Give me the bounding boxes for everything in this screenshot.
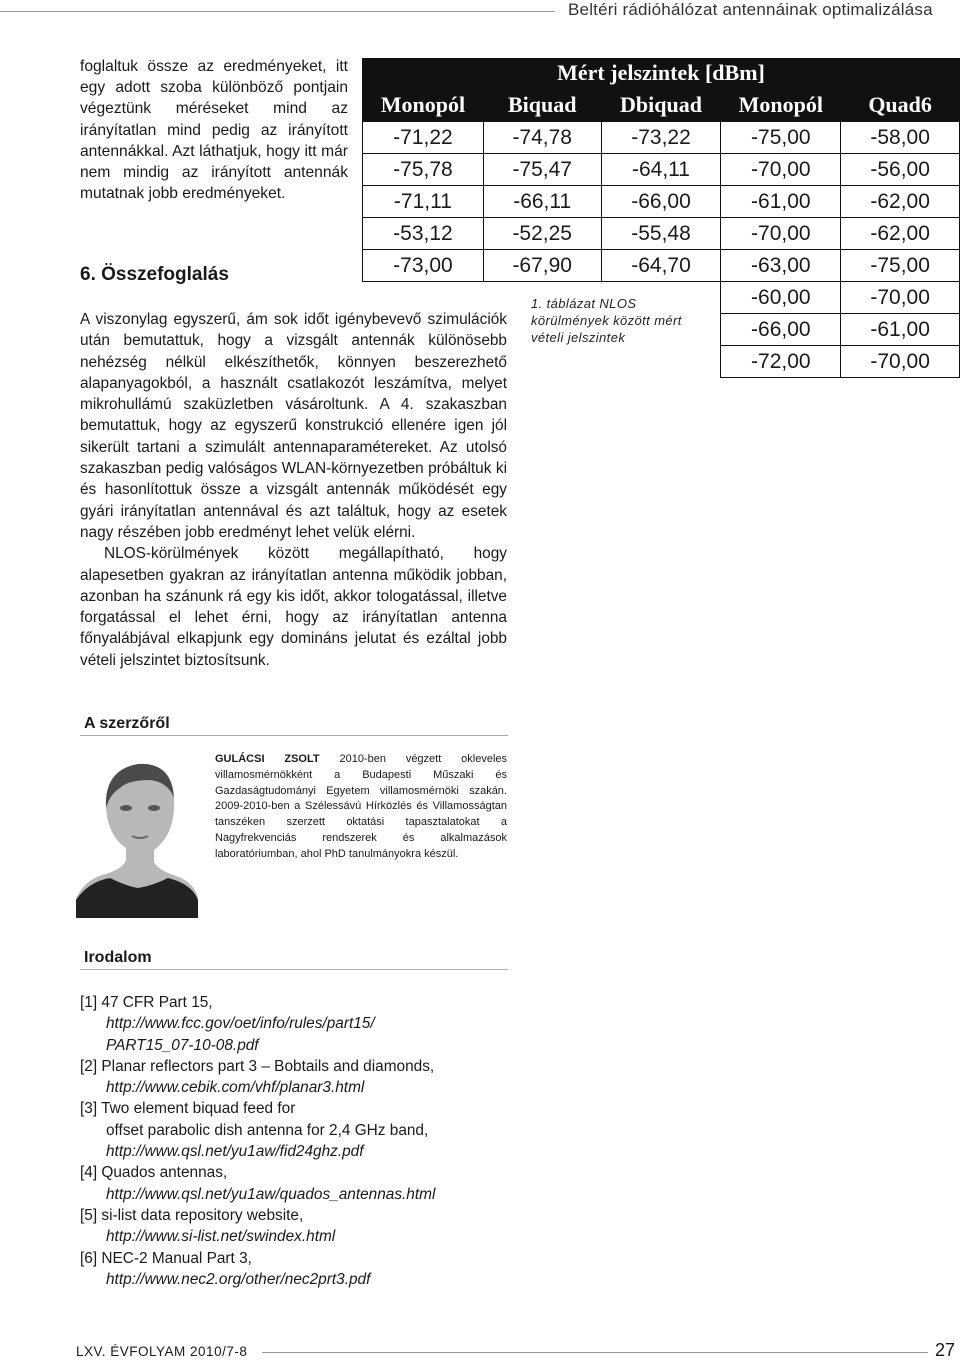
table-column-header: Monopól: [721, 89, 841, 122]
table-cell: -62,00: [841, 218, 960, 250]
table-cell: -66,11: [483, 186, 601, 218]
table-cell: -75,00: [721, 122, 841, 154]
table-row: [363, 186, 960, 218]
reference-label: [2] Planar reflectors part 3 – Bobtails and diamonds,: [80, 1057, 435, 1075]
table-row: [363, 154, 960, 186]
table-row: [363, 346, 960, 378]
reference-label: [6] NEC-2 Manual Part 3,: [80, 1249, 252, 1267]
table-cell: -58,00: [841, 122, 960, 154]
table-empty-cell: [363, 346, 484, 378]
author-name: GULÁCSI ZSOLT: [215, 753, 320, 765]
table-caption: 1. táblázat NLOS körülmények között mért vételi jelszintek: [531, 296, 682, 345]
running-header-title: Beltéri rádióhálózat antennáinak optimalizálása: [568, 0, 933, 19]
table-cell: -70,00: [721, 154, 841, 186]
table-empty-cell: [601, 346, 721, 378]
reference-link[interactable]: http://www.qsl.net/yu1aw/fid24ghz.pdf: [106, 1143, 364, 1161]
table-cell: -64,11: [601, 154, 721, 186]
table-cell: -71,11: [363, 186, 484, 218]
table-cell: -53,12: [363, 218, 484, 250]
footer-volume: LXV. ÉVFOLYAM 2010/7-8: [76, 1344, 248, 1359]
table-cell: -74,78: [483, 122, 601, 154]
table-empty-cell: [483, 346, 601, 378]
table-cell: -70,00: [841, 346, 960, 378]
table-cell: -55,48: [601, 218, 721, 250]
table-cell: -71,22: [363, 122, 484, 154]
reference-item: [80, 1205, 520, 1248]
table-column-header: Dbiquad: [601, 89, 721, 122]
table-header-row: [363, 89, 960, 122]
table-cell: -66,00: [721, 314, 841, 346]
table-row: [363, 122, 960, 154]
reference-item: [80, 1098, 520, 1162]
references-heading: Irodalom: [84, 949, 152, 966]
section-heading: 6. Összefoglalás: [80, 264, 229, 285]
table-cell: -70,00: [841, 282, 960, 314]
reference-item: [80, 992, 520, 1056]
table-column-header: Monopól: [363, 89, 484, 122]
author-bio-text: 2010-ben végzett okleveles villamosmérnökként a Budapesti Műszaki és Gazdaságtudományi Egyetem villamosmérnöki szakán. 2009-2010-ben a Szélessávú Hírközlés és Villamosságtan tanszéken szerzett oktatási tapasztalatokat a Nagyfrekvenciás rendszerek és alkalmazások laboratóriumban, ahol PhD tanulmányokra készül.: [215, 753, 508, 860]
reference-text: offset parabolic dish antenna for 2,4 GHz band,: [106, 1121, 429, 1139]
table-cell: -60,00: [721, 282, 841, 314]
reference-link[interactable]: http://www.qsl.net/yu1aw/quados_antennas.html: [106, 1185, 436, 1203]
table-cell: -56,00: [841, 154, 960, 186]
reference-link[interactable]: http://www.fcc.gov/oet/info/rules/part15/: [106, 1015, 375, 1033]
table-cell: -61,00: [721, 186, 841, 218]
table-cell: -61,00: [841, 314, 960, 346]
table-cell: -63,00: [721, 250, 841, 282]
summary-paragraph-2: NLOS-körülmények között megállapítható, hogy alapesetben gyakran az irányítatlan antenna működik jobban, azonban ha szánunk rá egy kis időt, akkor tologatással, illetve forgatással el lehet érni, hogy az irányítatlan antenna főnyalábjával elkapjunk egy domináns jelutat és ezáltal jobb vételi jelszintet biztosítsunk.: [80, 545, 507, 669]
table-cell: -75,78: [363, 154, 484, 186]
author-heading: A szerzőről: [84, 715, 170, 732]
intro-paragraph: foglaltuk össze az eredményeket, itt egy adott szoba különböző pontjain végeztünk méréseket mind az irányítatlan mind pedig az irányított antennákkal. Azt láthatjuk, hogy itt már nem mindig az irányított antennák mutatnak jobb eredményeket.: [80, 58, 348, 203]
table-cell: -52,25: [483, 218, 601, 250]
table-cell: -64,70: [601, 250, 721, 282]
table-cell: -75,00: [841, 250, 960, 282]
table-cell: -73,00: [363, 250, 484, 282]
header-rule: [0, 11, 555, 12]
table-empty-cell: [363, 314, 484, 346]
reference-label: [3] Two element biquad feed for: [80, 1100, 296, 1118]
table-title: Mért jelszintek [dBm]: [362, 58, 960, 88]
reference-text: PART15_07-10-08.pdf: [106, 1036, 259, 1054]
reference-link[interactable]: http://www.nec2.org/other/nec2prt3.pdf: [106, 1270, 371, 1288]
author-photo: [76, 748, 198, 918]
table-cell: -67,90: [483, 250, 601, 282]
table-cell: -75,47: [483, 154, 601, 186]
page-number: 27: [935, 1340, 956, 1360]
footer-rule: [262, 1352, 928, 1353]
table-row: [363, 218, 960, 250]
table-column-header: Quad6: [841, 89, 960, 122]
reference-item: [80, 1162, 520, 1205]
table-column-header: Biquad: [483, 89, 601, 122]
table-cell: -62,00: [841, 186, 960, 218]
references-rule: [80, 969, 508, 970]
author-bio: [215, 752, 507, 863]
references-list: [80, 992, 520, 1290]
author-rule: [80, 735, 508, 736]
reference-item: [80, 1248, 520, 1291]
reference-label: [4] Quados antennas,: [80, 1164, 228, 1182]
summary-paragraph-1: A viszonylag egyszerű, ám sok időt igénybevevő szimulációk után bemutattuk, hogy a vizsgált antennák különösebb nehézség nélkül elkészíthetők, könnyen beszerezhető alapanyagokból, a használt csatlakozót leszámítva, melyet mikrohullámú szaküzletben vásároltunk. A 4. szakaszban bemutattuk, hogy az egyszerű konstrukció ellenére igen jól sikerült tartani a szimulált antennaparamétereket. Az utolsó szakaszban pedig valóságos WLAN-környezetben próbáltuk ki és hasonlítottuk össze a vizsgált antennák működését egy gyári irányítatlan antennával és azt találtuk, hogy az esetek nagy részében jobb eredményt lehet velük elérni.: [80, 311, 507, 541]
reference-link[interactable]: http://www.si-list.net/swindex.html: [106, 1228, 336, 1246]
table-cell: -70,00: [721, 218, 841, 250]
table-cell: -66,00: [601, 186, 721, 218]
reference-item: [80, 1056, 520, 1099]
table-empty-cell: [363, 282, 484, 314]
table-cell: -72,00: [721, 346, 841, 378]
reference-label: [5] si-list data repository website,: [80, 1206, 304, 1224]
table-row: [363, 250, 960, 282]
table-cell: -73,22: [601, 122, 721, 154]
reference-label: [1] 47 CFR Part 15,: [80, 994, 213, 1011]
reference-link[interactable]: http://www.cebik.com/vhf/planar3.html: [106, 1079, 365, 1097]
